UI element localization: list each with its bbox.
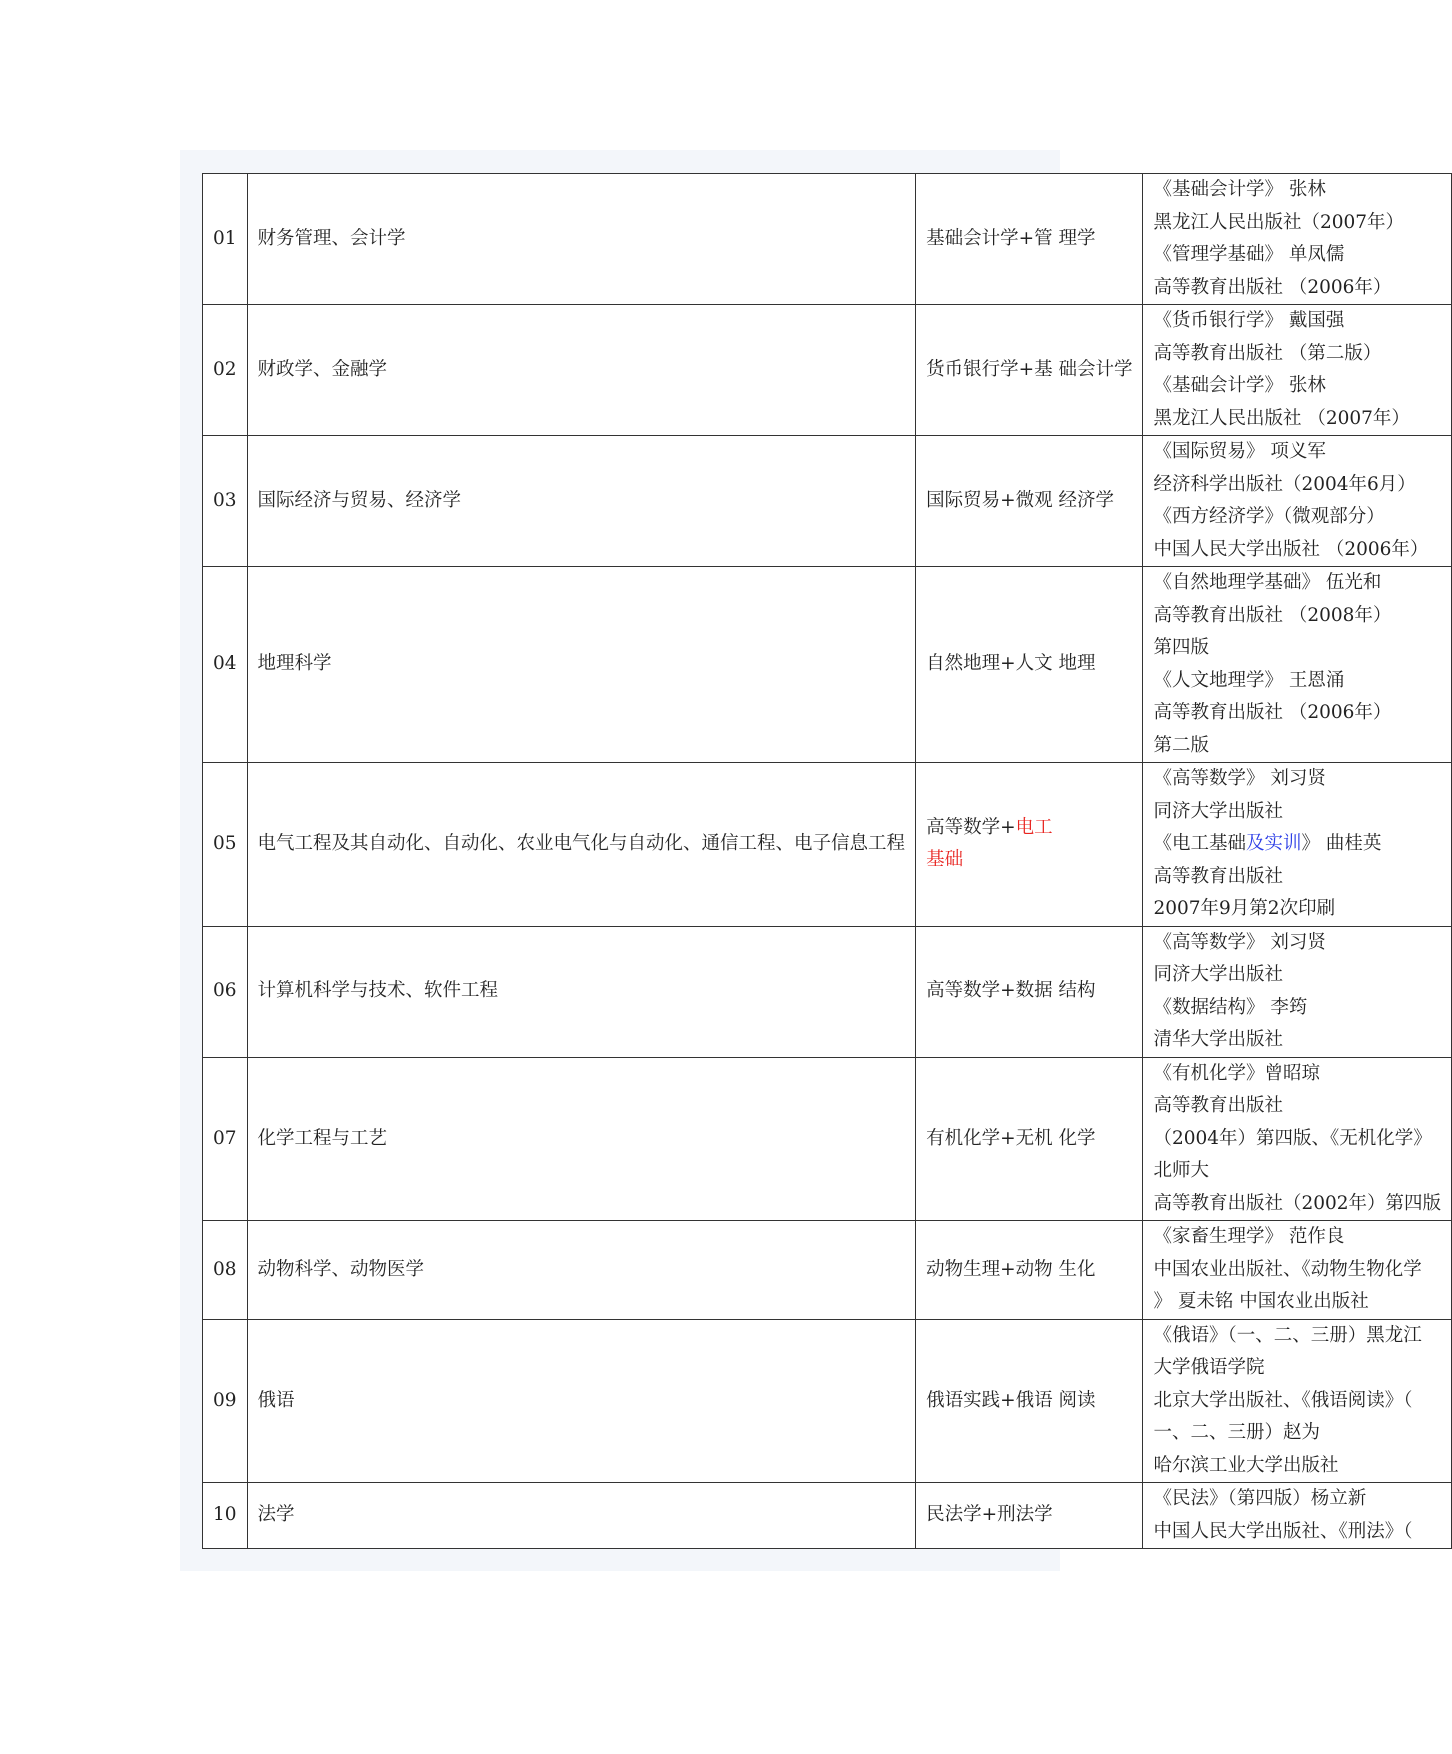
major-name: 俄语: [247, 1319, 916, 1483]
major-name: 化学工程与工艺: [247, 1057, 916, 1221]
major-code: 09: [203, 1319, 248, 1483]
book-line: 高等教育出版社 （2006年）: [1153, 702, 1392, 723]
book-line: 第二版: [1153, 734, 1209, 756]
table-row: [203, 926, 1452, 1057]
table-row: [203, 1319, 1452, 1483]
book-line: 中国人民大学出版社 （2006年）: [1153, 538, 1429, 560]
table-row: [203, 174, 1452, 305]
book-title-link[interactable]: 及实训: [1245, 833, 1302, 854]
exam-subject-highlight: 基础: [926, 849, 964, 871]
exam-subject-highlight: 电工: [1015, 816, 1053, 838]
book-line: 》 夏未铭 中国农业出版社: [1153, 1291, 1369, 1312]
major-code: 10: [203, 1483, 248, 1549]
reference-books: [1143, 763, 1452, 927]
major-name: 计算机科学与技术、软件工程: [247, 926, 916, 1057]
book-line: 黑龙江人民出版社 （2007年）: [1153, 407, 1410, 429]
book-line: 清华大学出版社: [1153, 1029, 1283, 1050]
book-line: 同济大学出版社: [1153, 964, 1283, 985]
exam-subject: 民法学+刑法学: [916, 1483, 1143, 1549]
reference-books: [1143, 1483, 1452, 1549]
major-code: 08: [203, 1221, 248, 1320]
book-title-part: 》 曲桂英: [1301, 833, 1382, 854]
major-code: 01: [203, 174, 248, 305]
book-line: 高等教育出版社 （2006年）: [1153, 276, 1392, 298]
book-line: [1153, 828, 1441, 861]
major-code: 03: [203, 436, 248, 567]
book-line: 《家畜生理学》 范作良: [1153, 1226, 1345, 1247]
major-name: 电气工程及其自动化、自动化、农业电气化与自动化、通信工程、电子信息工程: [247, 763, 916, 927]
exam-subject: 动物生理+动物 生化: [916, 1221, 1143, 1320]
book-line: 中国农业出版社、《动物生物化学: [1153, 1258, 1422, 1280]
major-code: 07: [203, 1057, 248, 1221]
book-line: 《货币银行学》 戴国强: [1153, 310, 1345, 331]
table-row: [203, 567, 1452, 763]
exam-subject: 国际贸易+微观 经济学: [916, 436, 1143, 567]
reference-books: [1143, 1319, 1452, 1483]
reference-books: [1143, 436, 1452, 567]
book-line: 《基础会计学》 张林: [1153, 179, 1326, 200]
exam-subject: [916, 763, 1143, 927]
exam-subject: 有机化学+无机 化学: [916, 1057, 1143, 1221]
book-line: 哈尔滨工业大学出版社: [1153, 1454, 1339, 1476]
book-title-part: 《电工基础: [1153, 833, 1246, 854]
book-line: 2007年9月第2次印刷: [1153, 898, 1336, 919]
major-code: 05: [203, 763, 248, 927]
reference-books: [1143, 567, 1452, 763]
book-line: 《民法》（第四版）杨立新: [1153, 1488, 1367, 1509]
major-code: 02: [203, 305, 248, 436]
book-line: 《高等数学》 刘习贤: [1153, 768, 1326, 789]
exam-subject: 自然地理+人文 地理: [916, 567, 1143, 763]
book-line: 北师大: [1153, 1160, 1209, 1181]
major-name: 地理科学: [247, 567, 916, 763]
book-line: 《高等数学》 刘习贤: [1153, 931, 1326, 953]
book-line: 《西方经济学》（微观部分）: [1153, 506, 1385, 527]
book-line: 同济大学出版社: [1153, 800, 1283, 822]
book-line: 高等教育出版社 （第二版）: [1153, 342, 1382, 364]
major-name: 动物科学、动物医学: [247, 1221, 916, 1320]
book-line: 大学俄语学院: [1153, 1357, 1265, 1378]
reference-books: [1143, 926, 1452, 1057]
major-name: 财政学、金融学: [247, 305, 916, 436]
book-line: 黑龙江人民出版社（2007年）: [1153, 211, 1405, 233]
major-name: 国际经济与贸易、经济学: [247, 436, 916, 567]
exam-subject-text: 高等数学+: [926, 816, 1016, 838]
book-line: 《数据结构》 李筠: [1153, 996, 1308, 1018]
book-line: 第四版: [1153, 637, 1209, 658]
book-line: 一、二、三册）赵为: [1153, 1422, 1320, 1443]
table-row: [203, 305, 1452, 436]
major-code: 06: [203, 926, 248, 1057]
book-line: 高等教育出版社: [1153, 865, 1283, 887]
book-line: 《有机化学》曾昭琼: [1153, 1062, 1320, 1084]
major-name: 财务管理、会计学: [247, 174, 916, 305]
book-line: 中国人民大学出版社、《刑法》（: [1153, 1520, 1413, 1542]
reference-books: [1143, 1057, 1452, 1221]
exam-subject: 高等数学+数据 结构: [916, 926, 1143, 1057]
book-line: 高等教育出版社 （2008年）: [1153, 604, 1392, 626]
major-name: 法学: [247, 1483, 916, 1549]
reference-books: [1143, 305, 1452, 436]
book-line: 《俄语》（一、二、三册）黑龙江: [1153, 1324, 1422, 1346]
book-line: 高等教育出版社: [1153, 1095, 1283, 1116]
exam-subject: 货币银行学+基 础会计学: [916, 305, 1143, 436]
exam-subject: 俄语实践+俄语 阅读: [916, 1319, 1143, 1483]
exam-subject-table: [202, 173, 1452, 1549]
book-line: 《自然地理学基础》 伍光和: [1153, 572, 1382, 593]
book-line: 经济科学出版社（2004年6月）: [1153, 473, 1416, 495]
book-line: 《人文地理学》 王恩涌: [1153, 669, 1345, 691]
book-line: 《国际贸易》 项义军: [1153, 441, 1326, 462]
book-line: 高等教育出版社（2002年）第四版: [1153, 1192, 1442, 1214]
table-row: [203, 1057, 1452, 1221]
reference-books: [1143, 1221, 1452, 1320]
reference-books: [1143, 174, 1452, 305]
table-row: [203, 436, 1452, 567]
book-line: 《基础会计学》 张林: [1153, 375, 1326, 396]
exam-subject: 基础会计学+管 理学: [916, 174, 1143, 305]
table-row: [203, 1483, 1452, 1549]
major-code: 04: [203, 567, 248, 763]
book-line: （2004年）第四版、《无机化学》: [1153, 1127, 1432, 1149]
table-row: [203, 763, 1452, 927]
table-row: [203, 1221, 1452, 1320]
book-line: 北京大学出版社、《俄语阅读》（: [1153, 1389, 1413, 1411]
book-line: 《管理学基础》 单凤儒: [1153, 244, 1345, 265]
